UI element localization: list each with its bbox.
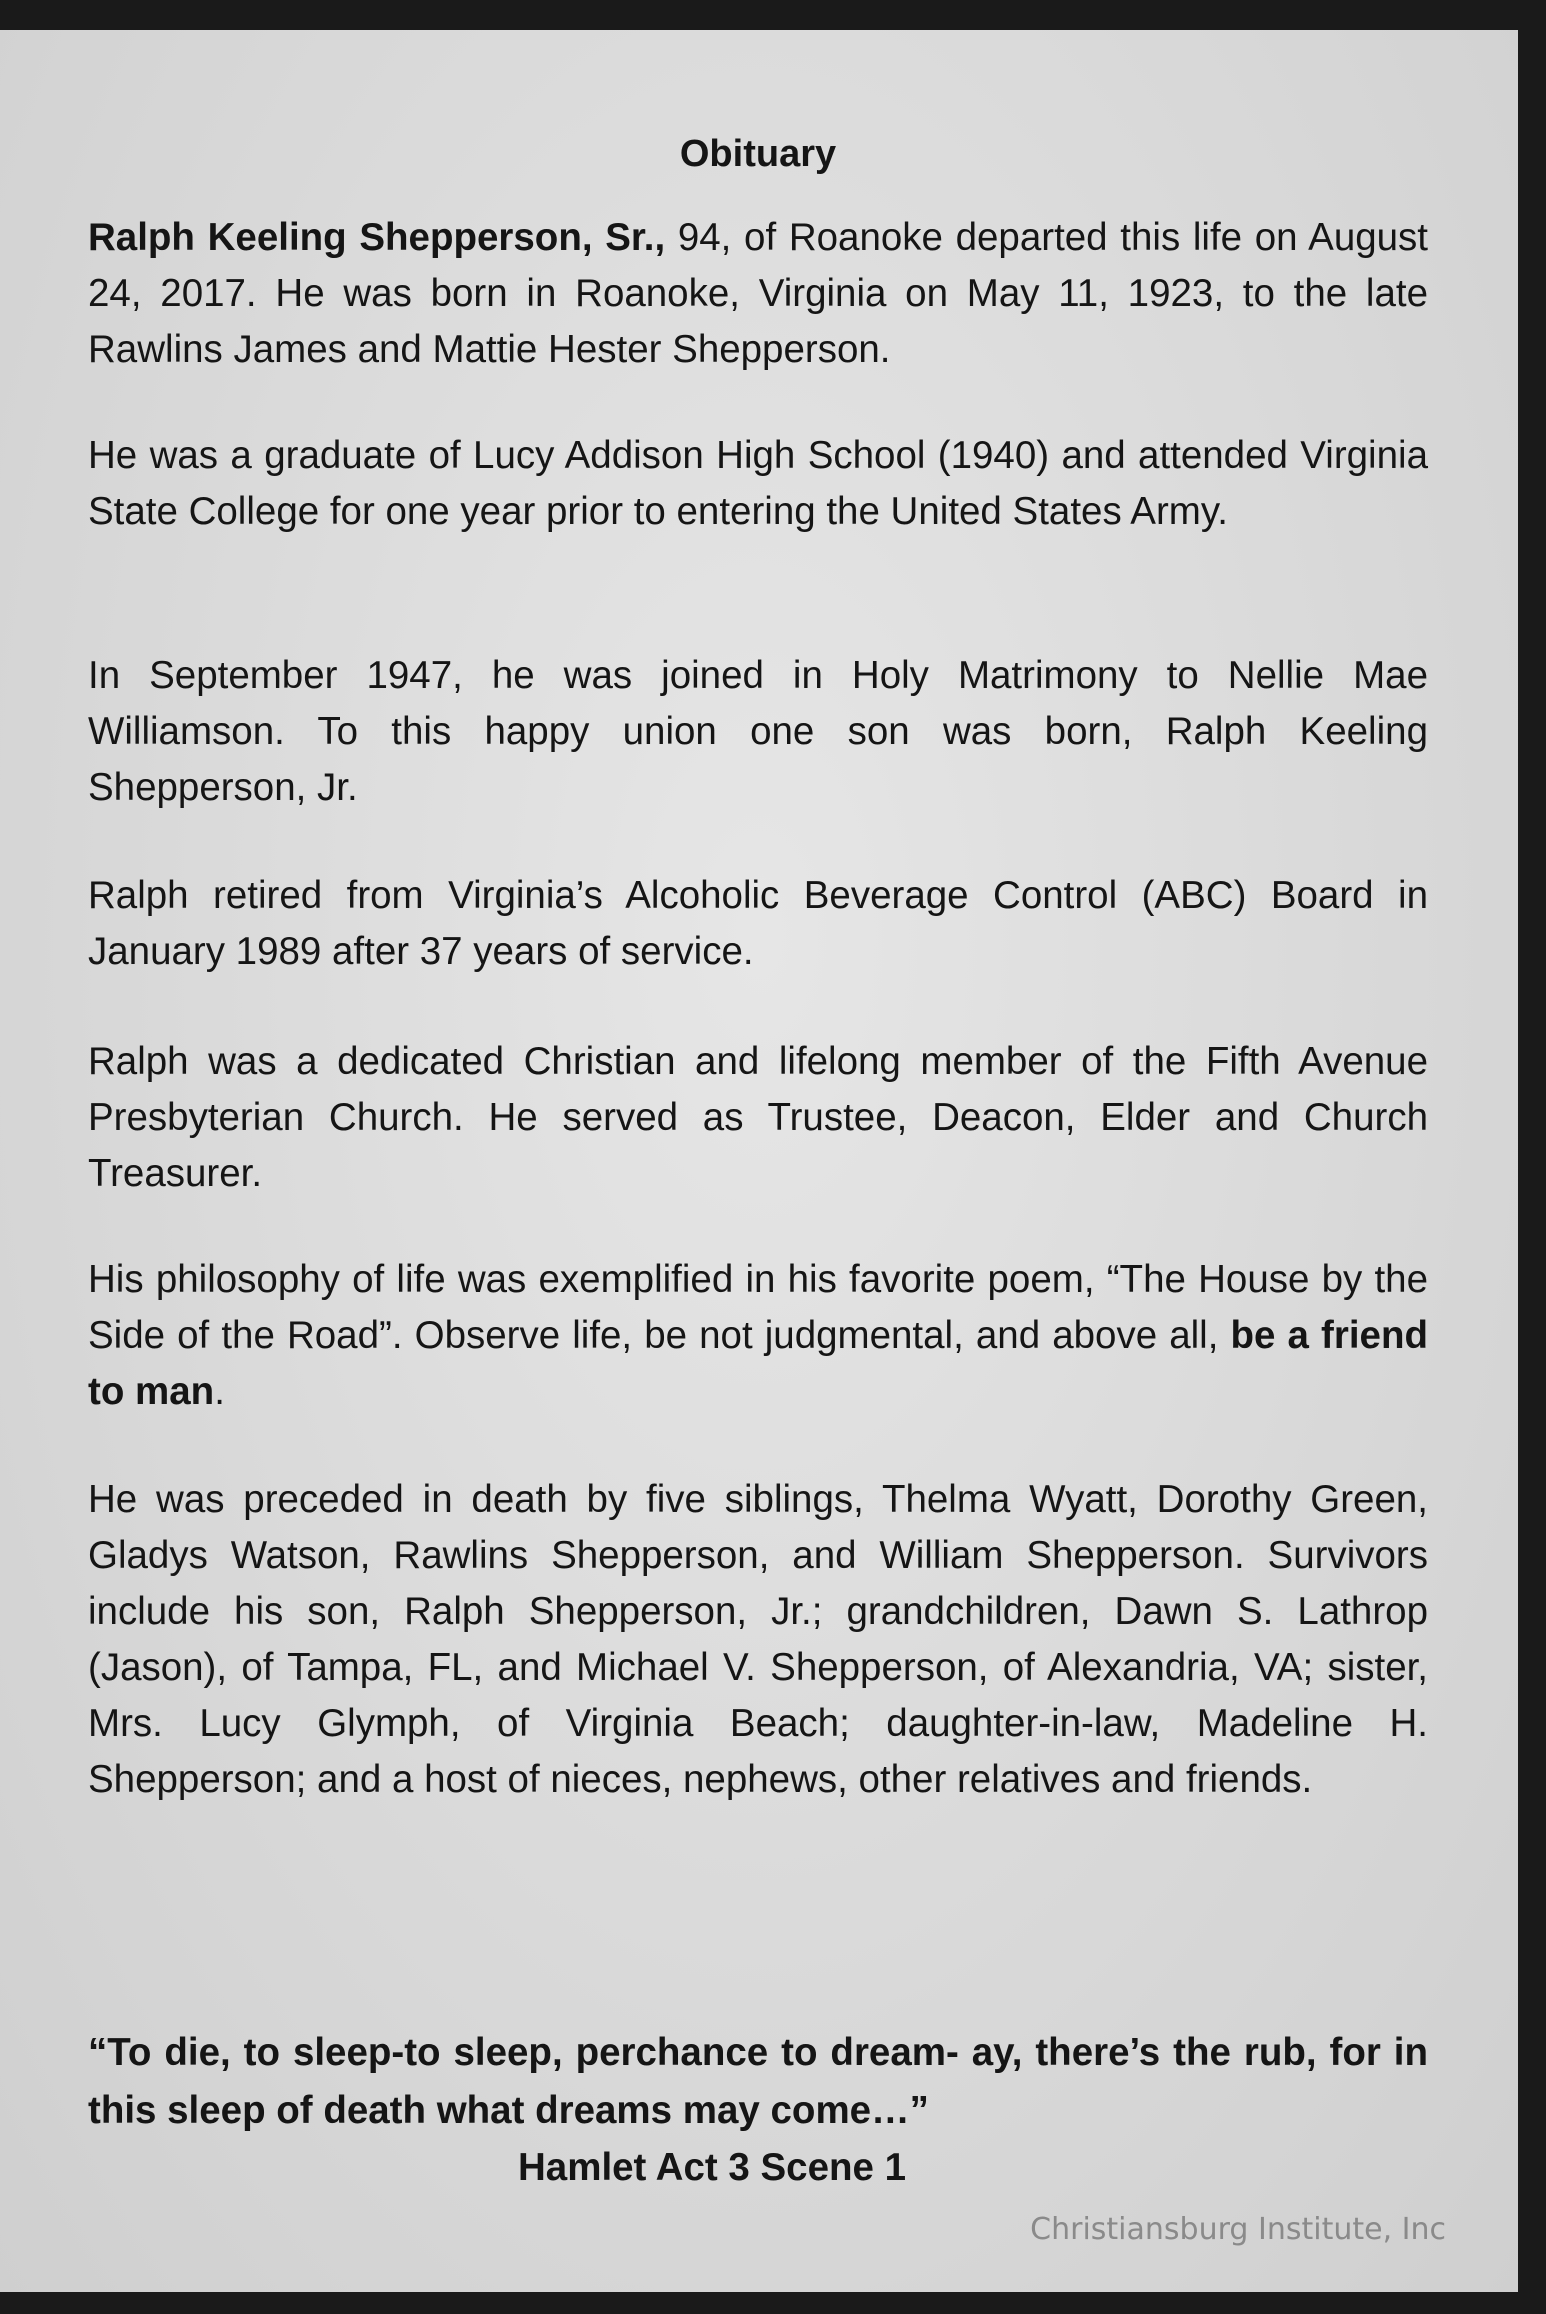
paragraph-church: Ralph was a dedicated Christian and lifelong member of the Fifth Avenue Presbyterian Church. He served as Trustee, Deacon, Elder and Church Treasurer. [88, 1040, 1428, 1195]
paragraph-family: He was preceded in death by five siblings, Thelma Wyatt, Dorothy Green, Gladys Watson, Rawlins Shepperson, and William Shepperson. Survivors include his son, Ralph Shepperson, Jr.; grandchildren, Dawn S. Lathrop (Jason), of Tampa, FL, and Michael V. Shepperson, of Alexandria, VA; sister, Mrs. Lucy Glymph, of Virginia Beach; daughter-in-law, Madeline H. Shepperson; and a host of nieces, nephews, other relatives and friends. [88, 1478, 1428, 1801]
watermark: Christiansburg Institute, Inc [1030, 2212, 1446, 2247]
paragraph-marriage: In September 1947, he was joined in Holy Matrimony to Nellie Mae Williamson. To this happy union one son was born, Ralph Keeling Shepperson, Jr. [88, 654, 1428, 809]
intro-text: 94, of Roanoke departed this life on August 24, 2017. He was born in Roanoke, Virginia on May 11, 1923, to the late Rawlins James and Mattie Hester Shepperson. [88, 216, 1428, 371]
obituary-page [0, 30, 1518, 2292]
deceased-name: Ralph Keeling Shepperson, Sr., [88, 216, 666, 259]
philosophy-motto: be a friend to man [88, 1314, 1429, 1413]
philosophy-text: His philosophy of life was exemplified in his favorite poem, “The House by the Side of the Road”. Observe life, be not judgmental, and above all, [88, 1258, 1428, 1357]
hamlet-quote: “To die, to sleep-to sleep, perchance to dream- ay, there’s the rub, for in this sleep of death what dreams may come…” [88, 2031, 1428, 2132]
paragraph-career: Ralph retired from Virginia’s Alcoholic Beverage Control (ABC) Board in January 1989 after 37 years of service. [88, 874, 1428, 973]
paragraph-philosophy [88, 1252, 1428, 1420]
paragraph-education: He was a graduate of Lucy Addison High School (1940) and attended Virginia State College for one year prior to entering the United States Army. [88, 434, 1428, 533]
quote-source: Hamlet Act 3 Scene 1 [518, 2146, 907, 2189]
philosophy-end: . [214, 1370, 225, 1413]
page-title: Obituary [679, 133, 837, 175]
paragraph-intro [88, 210, 1428, 378]
